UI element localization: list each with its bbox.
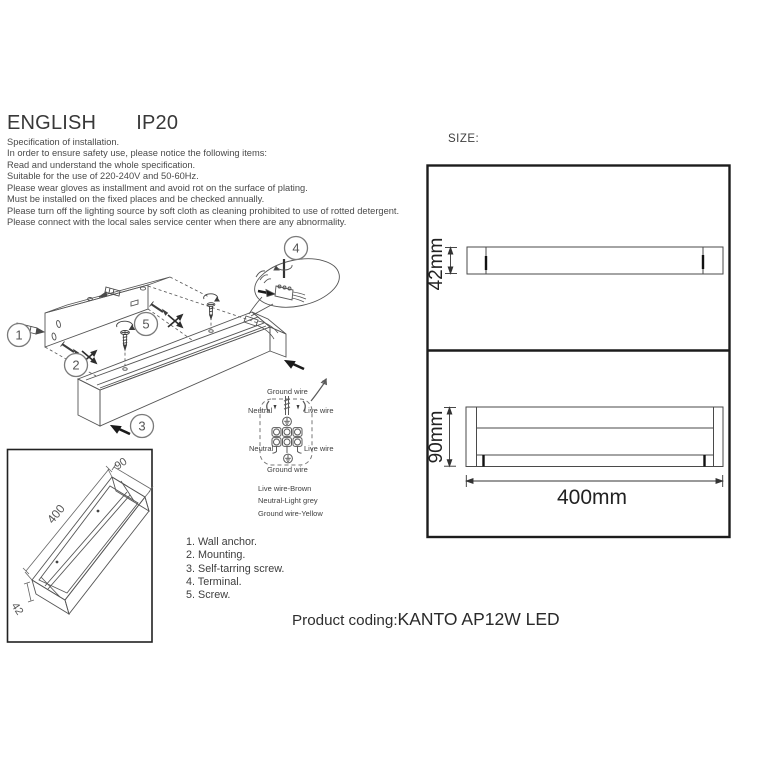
live-wire-top-label: Live wire [304,406,334,415]
spec-line: In order to ensure safety use, please notice the following items: [7,148,267,159]
parts-list-item: 2. Mounting. [186,549,246,562]
installation-diagram [8,237,344,438]
parts-list-item: 3. Self-tarring screw. [186,562,285,575]
neutral-top-label: Neutral [248,406,273,415]
screw-icon [117,321,135,350]
spec-line: Must be installed on the fixed places and be checked annually. [7,194,265,205]
legend-ground-wire: Ground wire-Yellow [258,509,323,518]
parts-list [186,536,284,602]
dim-90mm-label: 90mm [426,410,447,464]
spec-line: Specification of installation. [7,137,120,147]
legend-live-wire: Live wire-Brown [258,484,312,493]
size-label: SIZE: [448,133,480,145]
specification-text [7,137,399,229]
screw-icon [204,294,220,319]
language-label: ENGLISH [7,112,97,134]
page-title [7,112,178,135]
size-panel-drawing [428,166,730,538]
spec-line: Suitable for the use of 220-240V and 50-60Hz. [7,171,199,182]
spec-line: Please connect with the local sales service center when there are any abnormality. [7,217,347,228]
dim-400mm-label: 400mm [556,486,628,509]
parts-list-item: 4. Terminal. [186,575,242,588]
parts-list-item: 1. Wall anchor. [186,536,258,548]
spec-line: Please wear gloves as installment and avoid rot on the surface of plating. [7,182,308,193]
neutral-bottom-label: Neutral [249,444,274,453]
callout-1: 1 [15,327,23,343]
legend-neutral: Neutral-Light grey [258,496,318,505]
terminal-magnifier [249,252,344,316]
spec-line: Read and understand the whole specification. [7,159,196,170]
front-view [467,247,723,274]
callout-3: 3 [138,418,146,434]
product-coding [292,609,560,630]
callout-4: 4 [292,240,300,256]
ip-rating-label: IP20 [136,112,179,134]
ground-symbol-icon [284,454,293,463]
callout-2: 2 [72,357,80,373]
product-coding-label: Product coding: [292,612,398,629]
parts-list-item: 5. Screw. [186,589,231,602]
iso-height-label: 42 [8,600,26,618]
callout-5: 5 [142,316,150,332]
iso-depth-label: 90 [112,455,130,473]
ground-wire-bottom-label: Ground wire [267,465,308,474]
ground-wire-top-label: Ground wire [267,387,308,396]
spec-line: Please turn off the lighting source by soft cloth as cleaning prohibited to use of rotted detergent. [7,205,400,216]
terminal-grid [272,428,302,447]
dim-42mm-label: 42mm [426,237,447,291]
product-iso-drawing [8,450,154,643]
cross-arrows-icon [168,315,182,327]
live-wire-bottom-label: Live wire [304,444,334,453]
iso-length-label: 400 [44,501,68,527]
ground-symbol-icon [283,417,292,426]
product-code: KANTO AP12W LED [397,609,560,629]
tapping-screw-icon [150,302,168,316]
side-view [466,407,723,467]
